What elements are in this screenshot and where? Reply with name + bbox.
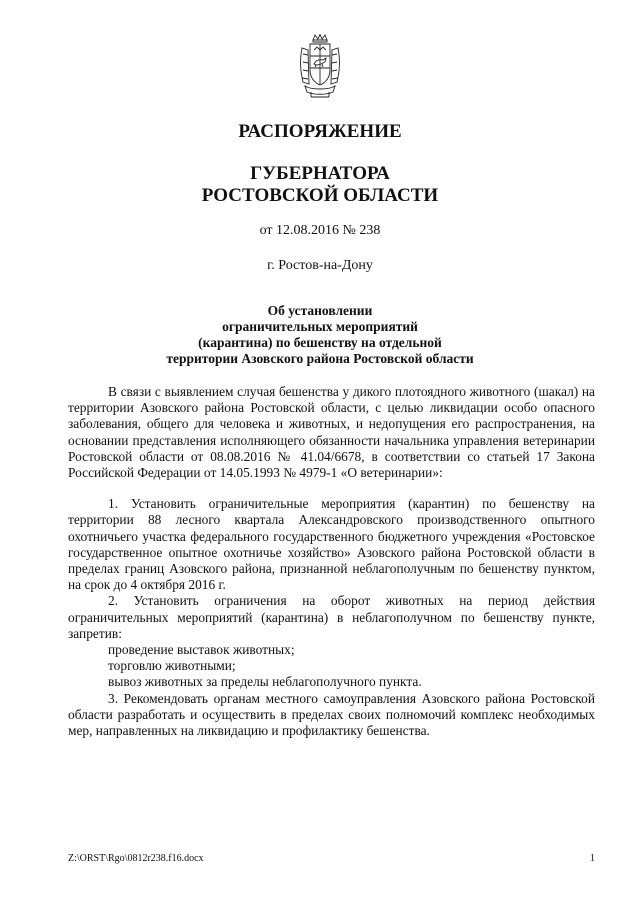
issuer-title-line2: РОСТОВСКОЙ ОБЛАСТИ [201, 185, 439, 206]
page-number: 1 [590, 853, 595, 864]
item-1-paragraph: 1. Установить ограничительные мероприятия (карантин) по бешенству на территории 88 лесного квартала Александровского производственного опытного охотничьего участка федерального государственного бюджетного учреждения «Ростовское государственное опытное охотничье хозяйство» Азовского района Ростовской области в пределах границ Азовского района, признанной неблагополучным по бешенству пунктом, на срок до 4 октября 2016 г. [68, 496, 595, 593]
document-subject [60, 303, 580, 367]
prohibition-item: торговлю животными; [108, 658, 236, 674]
subject-line: Об установлении [267, 303, 373, 318]
document-body [68, 384, 595, 739]
subject-line: ограничительных мероприятий [222, 319, 418, 334]
document-type-title: РАСПОРЯЖЕНИЕ [238, 121, 402, 142]
item-2-paragraph: 2. Установить ограничения на оборот животных на период действия ограничительных мероприятий (карантина) в неблагополучном по бешенству пункте, запретив: [68, 593, 595, 641]
prohibition-item: вывоз животных за пределы неблагополучного пункта. [108, 674, 422, 690]
document-date-number: от 12.08.2016 № 238 [259, 223, 381, 238]
subject-line: территории Азовского района Ростовской области [166, 351, 474, 366]
item-3-paragraph: 3. Рекомендовать органам местного самоуправления Азовского района Ростовской области разработать и осуществить в пределах своих полномочий комплекс необходимых мер, направленных на ликвидацию и профилактику бешенства. [68, 690, 595, 739]
subject-line: (карантина) по бешенству на отдельной [198, 335, 442, 350]
preamble-paragraph: В связи с выявлением случая бешенства у дикого плотоядного животного (шакал) на территории Азовского района Ростовской области, с целью ликвидации особо опасного заболевания, общего для человека и животных, и недопущения его распространения, на основании представления исполняющего обязанности начальника управления ветеринарии Ростовской области от 08.08.2016 № 41.04/6678, в соответствии со статьей 17 Закона Российской Федерации от 14.05.1993 № 4979-1 «О ветеринарии»: [68, 384, 595, 481]
rostov-oblast-coat-of-arms-icon [297, 34, 343, 98]
issuer-title-line1: ГУБЕРНАТОРА [250, 163, 390, 184]
document-city: г. Ростов-на-Дону [267, 258, 373, 273]
prohibition-item: проведение выставок животных; [108, 642, 295, 658]
file-path: Z:\ORST\Rgo\0812r238.f16.docx [68, 853, 204, 864]
